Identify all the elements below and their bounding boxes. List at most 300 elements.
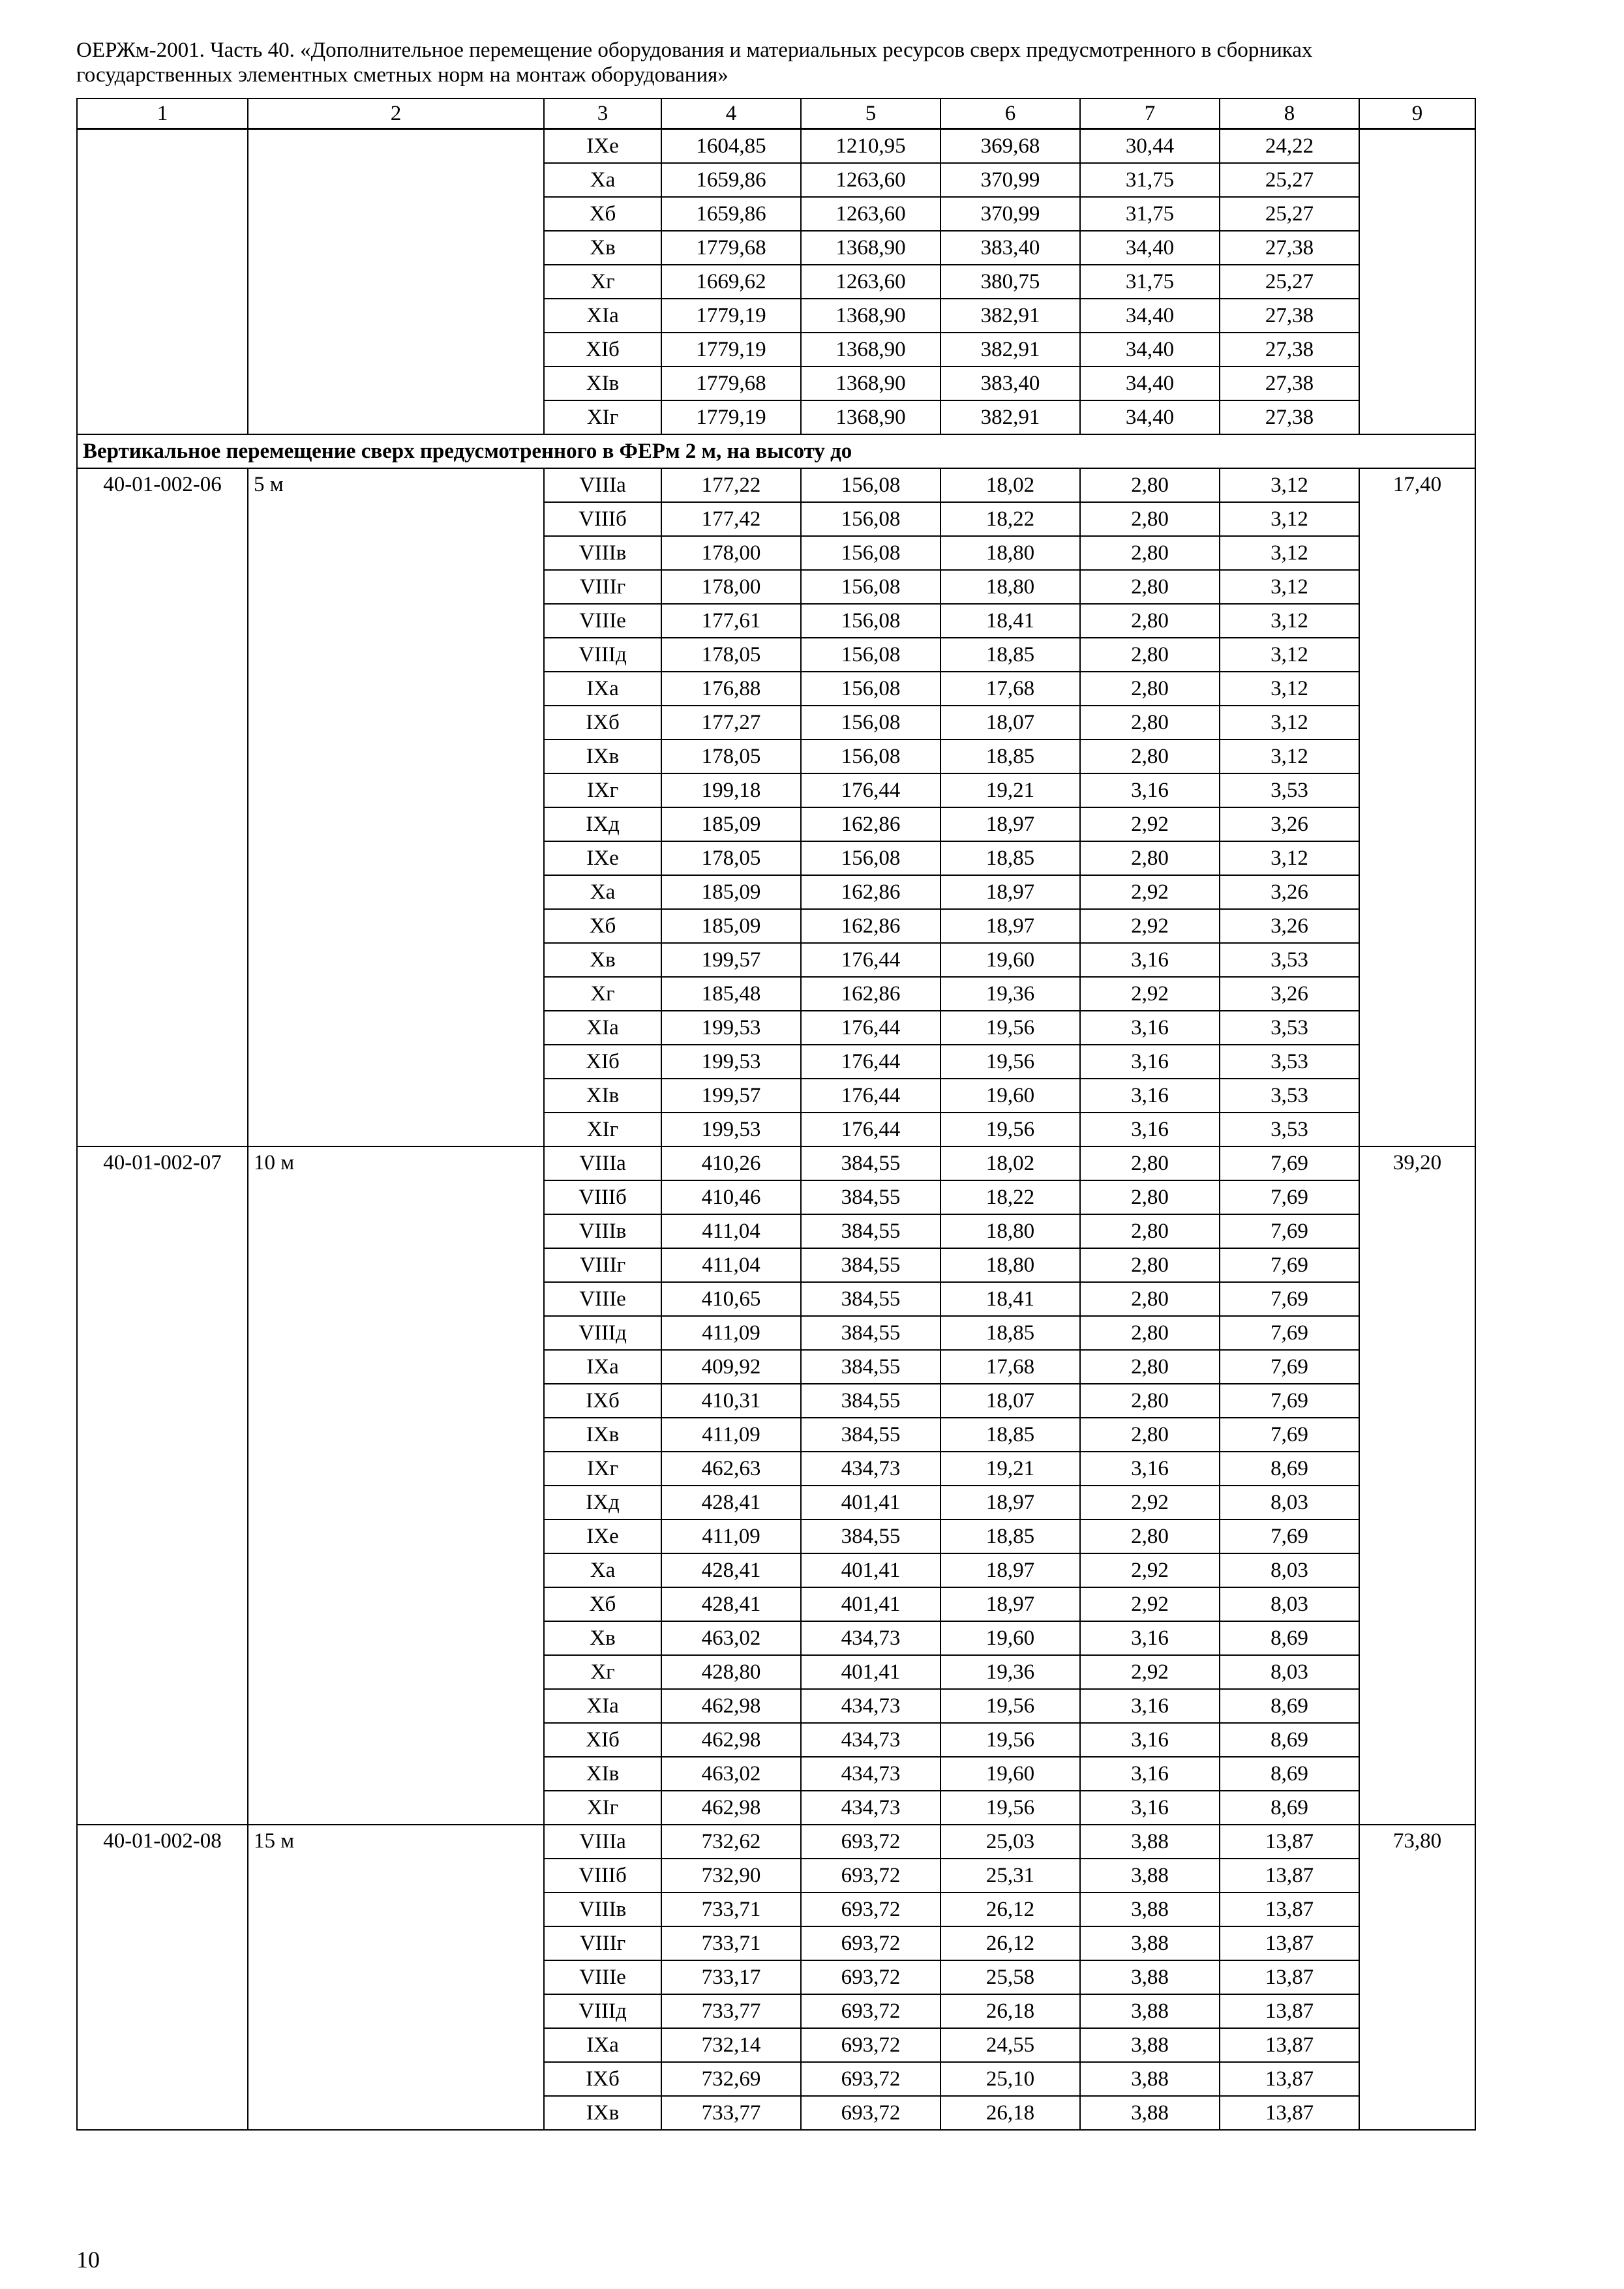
- value-cell: 3,12: [1220, 706, 1359, 740]
- norm-name-cell: 10 м: [248, 1146, 544, 1825]
- column-header: 1: [77, 98, 248, 129]
- category-cell: VIIIе: [544, 1960, 661, 1994]
- value-cell: 18,41: [940, 604, 1080, 638]
- value-cell: 428,41: [661, 1553, 801, 1587]
- category-cell: VIIIе: [544, 604, 661, 638]
- page-number: 10: [76, 2247, 100, 2273]
- value-cell: 3,16: [1080, 1621, 1220, 1655]
- value-cell: 384,55: [801, 1180, 940, 1214]
- category-cell: Xг: [544, 265, 661, 299]
- value-cell: 18,80: [940, 536, 1080, 570]
- value-cell: 156,08: [801, 841, 940, 875]
- value-cell: 380,75: [940, 265, 1080, 299]
- value-cell: 693,72: [801, 1926, 940, 1960]
- value-cell: 410,31: [661, 1384, 801, 1418]
- value-cell: 384,55: [801, 1418, 940, 1452]
- column-header: 4: [661, 98, 801, 129]
- value-cell: 13,87: [1220, 1893, 1359, 1926]
- norm-name-cell: 5 м: [248, 468, 544, 1146]
- value-cell: 156,08: [801, 468, 940, 502]
- value-cell: 18,85: [940, 1316, 1080, 1350]
- category-cell: XIб: [544, 1045, 661, 1079]
- col9-cell: 39,20: [1359, 1146, 1475, 1825]
- value-cell: 733,17: [661, 1960, 801, 1994]
- section-title: Вертикальное перемещение сверх предусмотренного в ФЕРм 2 м, на высоту до: [77, 434, 1475, 468]
- value-cell: 18,85: [940, 1519, 1080, 1553]
- value-cell: 8,69: [1220, 1689, 1359, 1723]
- value-cell: 2,80: [1080, 1282, 1220, 1316]
- value-cell: 401,41: [801, 1553, 940, 1587]
- table-row: [77, 468, 1475, 502]
- value-cell: 463,02: [661, 1757, 801, 1791]
- value-cell: 434,73: [801, 1452, 940, 1486]
- value-cell: 7,69: [1220, 1146, 1359, 1180]
- value-cell: 384,55: [801, 1214, 940, 1248]
- value-cell: 19,36: [940, 977, 1080, 1011]
- value-cell: 7,69: [1220, 1519, 1359, 1553]
- category-cell: XIа: [544, 1689, 661, 1723]
- value-cell: 178,05: [661, 841, 801, 875]
- value-cell: 1659,86: [661, 163, 801, 197]
- value-cell: 18,97: [940, 875, 1080, 909]
- value-cell: 19,60: [940, 1079, 1080, 1113]
- value-cell: 27,38: [1220, 367, 1359, 400]
- value-cell: 8,03: [1220, 1587, 1359, 1621]
- value-cell: 3,12: [1220, 604, 1359, 638]
- value-cell: 31,75: [1080, 163, 1220, 197]
- value-cell: 8,03: [1220, 1486, 1359, 1519]
- category-cell: IXе: [544, 1519, 661, 1553]
- value-cell: 384,55: [801, 1384, 940, 1418]
- category-cell: VIIIг: [544, 570, 661, 604]
- value-cell: 18,22: [940, 502, 1080, 536]
- value-cell: 3,12: [1220, 536, 1359, 570]
- value-cell: 7,69: [1220, 1214, 1359, 1248]
- value-cell: 1368,90: [801, 367, 940, 400]
- header-line-2: государственных элементных сметных норм на монтаж оборудования»: [76, 63, 729, 87]
- rates-table-container: [76, 98, 1476, 2131]
- document-header: [76, 38, 1485, 87]
- category-cell: IXб: [544, 706, 661, 740]
- value-cell: 8,69: [1220, 1791, 1359, 1825]
- column-header: 5: [801, 98, 940, 129]
- value-cell: 19,60: [940, 1757, 1080, 1791]
- value-cell: 3,53: [1220, 1011, 1359, 1045]
- value-cell: 1779,19: [661, 400, 801, 434]
- value-cell: 19,56: [940, 1011, 1080, 1045]
- value-cell: 2,80: [1080, 1418, 1220, 1452]
- category-cell: VIIIб: [544, 1859, 661, 1893]
- value-cell: 17,68: [940, 672, 1080, 706]
- value-cell: 176,44: [801, 1079, 940, 1113]
- value-cell: 1263,60: [801, 265, 940, 299]
- value-cell: 18,80: [940, 570, 1080, 604]
- category-cell: XIг: [544, 1791, 661, 1825]
- value-cell: 156,08: [801, 740, 940, 773]
- value-cell: 693,72: [801, 1859, 940, 1893]
- value-cell: 185,09: [661, 875, 801, 909]
- value-cell: 18,22: [940, 1180, 1080, 1214]
- value-cell: 19,56: [940, 1113, 1080, 1146]
- table-body: [77, 129, 1475, 2131]
- value-cell: 384,55: [801, 1519, 940, 1553]
- value-cell: 3,53: [1220, 943, 1359, 977]
- value-cell: 3,12: [1220, 502, 1359, 536]
- value-cell: 199,53: [661, 1113, 801, 1146]
- value-cell: 2,92: [1080, 977, 1220, 1011]
- value-cell: 3,53: [1220, 1045, 1359, 1079]
- value-cell: 410,26: [661, 1146, 801, 1180]
- category-cell: VIIIг: [544, 1248, 661, 1282]
- category-cell: Xг: [544, 977, 661, 1011]
- value-cell: 19,56: [940, 1045, 1080, 1079]
- value-cell: 2,80: [1080, 570, 1220, 604]
- value-cell: 27,38: [1220, 400, 1359, 434]
- value-cell: 27,38: [1220, 299, 1359, 333]
- value-cell: 18,85: [940, 740, 1080, 773]
- value-cell: 383,40: [940, 231, 1080, 265]
- value-cell: 18,85: [940, 1418, 1080, 1452]
- value-cell: 18,07: [940, 706, 1080, 740]
- value-cell: 19,56: [940, 1689, 1080, 1723]
- value-cell: 176,44: [801, 943, 940, 977]
- value-cell: 185,48: [661, 977, 801, 1011]
- value-cell: 177,42: [661, 502, 801, 536]
- value-cell: 463,02: [661, 1621, 801, 1655]
- value-cell: 384,55: [801, 1316, 940, 1350]
- value-cell: 3,88: [1080, 2096, 1220, 2130]
- category-cell: VIIIв: [544, 536, 661, 570]
- value-cell: 30,44: [1080, 129, 1220, 164]
- value-cell: 3,16: [1080, 943, 1220, 977]
- value-cell: 3,16: [1080, 1452, 1220, 1486]
- value-cell: 178,00: [661, 536, 801, 570]
- value-cell: 428,41: [661, 1587, 801, 1621]
- value-cell: 3,16: [1080, 1045, 1220, 1079]
- column-header: 3: [544, 98, 661, 129]
- category-cell: Xв: [544, 231, 661, 265]
- value-cell: 411,09: [661, 1519, 801, 1553]
- value-cell: 7,69: [1220, 1316, 1359, 1350]
- value-cell: 1779,19: [661, 333, 801, 367]
- category-cell: XIг: [544, 1113, 661, 1146]
- value-cell: 434,73: [801, 1621, 940, 1655]
- value-cell: 411,04: [661, 1214, 801, 1248]
- value-cell: 693,72: [801, 1893, 940, 1926]
- value-cell: 162,86: [801, 977, 940, 1011]
- category-cell: IXв: [544, 1418, 661, 1452]
- value-cell: 8,69: [1220, 1621, 1359, 1655]
- value-cell: 2,92: [1080, 1486, 1220, 1519]
- value-cell: 178,05: [661, 638, 801, 672]
- value-cell: 733,77: [661, 2096, 801, 2130]
- value-cell: 19,56: [940, 1791, 1080, 1825]
- value-cell: 25,03: [940, 1825, 1080, 1859]
- value-cell: 25,31: [940, 1859, 1080, 1893]
- value-cell: 199,57: [661, 1079, 801, 1113]
- value-cell: 434,73: [801, 1689, 940, 1723]
- category-cell: XIа: [544, 299, 661, 333]
- value-cell: 462,63: [661, 1452, 801, 1486]
- value-cell: 3,12: [1220, 841, 1359, 875]
- value-cell: 26,12: [940, 1926, 1080, 1960]
- value-cell: 383,40: [940, 367, 1080, 400]
- category-cell: XIв: [544, 1079, 661, 1113]
- value-cell: 733,71: [661, 1893, 801, 1926]
- column-header: 9: [1359, 98, 1475, 129]
- value-cell: 462,98: [661, 1689, 801, 1723]
- value-cell: 18,97: [940, 807, 1080, 841]
- category-cell: IXа: [544, 672, 661, 706]
- value-cell: 18,85: [940, 841, 1080, 875]
- column-header: 6: [940, 98, 1080, 129]
- value-cell: 7,69: [1220, 1282, 1359, 1316]
- value-cell: 34,40: [1080, 231, 1220, 265]
- value-cell: 3,26: [1220, 909, 1359, 943]
- value-cell: 176,88: [661, 672, 801, 706]
- value-cell: 178,05: [661, 740, 801, 773]
- value-cell: 7,69: [1220, 1248, 1359, 1282]
- category-cell: VIIIд: [544, 638, 661, 672]
- value-cell: 185,09: [661, 807, 801, 841]
- value-cell: 2,80: [1080, 740, 1220, 773]
- value-cell: 2,80: [1080, 1248, 1220, 1282]
- category-cell: VIIIд: [544, 1316, 661, 1350]
- category-cell: IXе: [544, 841, 661, 875]
- value-cell: 3,16: [1080, 1011, 1220, 1045]
- value-cell: 18,07: [940, 1384, 1080, 1418]
- table-header: [77, 98, 1475, 129]
- value-cell: 732,69: [661, 2062, 801, 2096]
- value-cell: 2,80: [1080, 604, 1220, 638]
- value-cell: 8,03: [1220, 1655, 1359, 1689]
- value-cell: 3,12: [1220, 570, 1359, 604]
- category-cell: VIIIд: [544, 1994, 661, 2028]
- value-cell: 13,87: [1220, 1825, 1359, 1859]
- value-cell: 13,87: [1220, 1960, 1359, 1994]
- value-cell: 18,97: [940, 909, 1080, 943]
- value-cell: 384,55: [801, 1146, 940, 1180]
- rates-table: [76, 98, 1476, 2131]
- column-header: 7: [1080, 98, 1220, 129]
- value-cell: 3,88: [1080, 1994, 1220, 2028]
- value-cell: 199,57: [661, 943, 801, 977]
- value-cell: 401,41: [801, 1587, 940, 1621]
- value-cell: 176,44: [801, 1011, 940, 1045]
- value-cell: 1368,90: [801, 231, 940, 265]
- value-cell: 25,10: [940, 2062, 1080, 2096]
- value-cell: 3,88: [1080, 1893, 1220, 1926]
- value-cell: 3,53: [1220, 1113, 1359, 1146]
- value-cell: 1779,68: [661, 367, 801, 400]
- category-cell: Xв: [544, 1621, 661, 1655]
- value-cell: 7,69: [1220, 1350, 1359, 1384]
- value-cell: 26,18: [940, 2096, 1080, 2130]
- value-cell: 2,80: [1080, 536, 1220, 570]
- value-cell: 19,21: [940, 1452, 1080, 1486]
- value-cell: 176,44: [801, 1045, 940, 1079]
- category-cell: VIIIа: [544, 1825, 661, 1859]
- value-cell: 7,69: [1220, 1384, 1359, 1418]
- value-cell: 3,16: [1080, 1079, 1220, 1113]
- value-cell: 733,77: [661, 1994, 801, 2028]
- header-line-1: ОЕРЖм-2001. Часть 40. «Дополнительное перемещение оборудования и материальных ресурсов сверх предусмотренного в сборниках: [76, 38, 1313, 62]
- value-cell: 27,38: [1220, 231, 1359, 265]
- value-cell: 162,86: [801, 807, 940, 841]
- value-cell: 3,16: [1080, 1791, 1220, 1825]
- category-cell: XIа: [544, 1011, 661, 1045]
- section-header-row: [77, 434, 1475, 468]
- value-cell: 3,88: [1080, 1825, 1220, 1859]
- table-row: [77, 1825, 1475, 1859]
- value-cell: 31,75: [1080, 265, 1220, 299]
- value-cell: 162,86: [801, 909, 940, 943]
- value-cell: 19,21: [940, 773, 1080, 807]
- value-cell: 3,16: [1080, 1689, 1220, 1723]
- value-cell: 410,46: [661, 1180, 801, 1214]
- category-cell: IXб: [544, 2062, 661, 2096]
- value-cell: 18,80: [940, 1248, 1080, 1282]
- value-cell: 25,58: [940, 1960, 1080, 1994]
- value-cell: 2,80: [1080, 468, 1220, 502]
- value-cell: 733,71: [661, 1926, 801, 1960]
- value-cell: 434,73: [801, 1791, 940, 1825]
- category-cell: IXг: [544, 1452, 661, 1486]
- value-cell: 156,08: [801, 638, 940, 672]
- value-cell: 382,91: [940, 299, 1080, 333]
- value-cell: 24,22: [1220, 129, 1359, 164]
- value-cell: 3,26: [1220, 807, 1359, 841]
- value-cell: 369,68: [940, 129, 1080, 164]
- value-cell: 8,69: [1220, 1452, 1359, 1486]
- norm-name-cell: 15 м: [248, 1825, 544, 2130]
- value-cell: 693,72: [801, 2096, 940, 2130]
- table-row: [77, 129, 1475, 164]
- norm-code-cell: 40-01-002-06: [77, 468, 248, 1146]
- value-cell: 3,26: [1220, 875, 1359, 909]
- value-cell: 2,80: [1080, 1316, 1220, 1350]
- value-cell: 428,80: [661, 1655, 801, 1689]
- value-cell: 177,22: [661, 468, 801, 502]
- value-cell: 18,02: [940, 1146, 1080, 1180]
- category-cell: XIб: [544, 333, 661, 367]
- category-cell: IXб: [544, 1384, 661, 1418]
- value-cell: 34,40: [1080, 333, 1220, 367]
- value-cell: 1263,60: [801, 163, 940, 197]
- value-cell: 199,53: [661, 1045, 801, 1079]
- value-cell: 13,87: [1220, 1859, 1359, 1893]
- value-cell: 2,80: [1080, 1214, 1220, 1248]
- value-cell: 156,08: [801, 502, 940, 536]
- value-cell: 410,65: [661, 1282, 801, 1316]
- column-header: 2: [248, 98, 544, 129]
- column-header: 8: [1220, 98, 1359, 129]
- value-cell: 401,41: [801, 1655, 940, 1689]
- value-cell: 384,55: [801, 1248, 940, 1282]
- table-row: [77, 1146, 1475, 1180]
- value-cell: 2,80: [1080, 706, 1220, 740]
- value-cell: 25,27: [1220, 265, 1359, 299]
- value-cell: 2,92: [1080, 1655, 1220, 1689]
- category-cell: Xа: [544, 1553, 661, 1587]
- value-cell: 176,44: [801, 773, 940, 807]
- value-cell: 382,91: [940, 333, 1080, 367]
- value-cell: 1779,68: [661, 231, 801, 265]
- value-cell: 19,60: [940, 1621, 1080, 1655]
- value-cell: 13,87: [1220, 2096, 1359, 2130]
- value-cell: 3,12: [1220, 672, 1359, 706]
- value-cell: 1263,60: [801, 197, 940, 231]
- category-cell: Xв: [544, 943, 661, 977]
- category-cell: Xа: [544, 875, 661, 909]
- value-cell: 2,92: [1080, 909, 1220, 943]
- value-cell: 156,08: [801, 706, 940, 740]
- value-cell: 409,92: [661, 1350, 801, 1384]
- value-cell: 13,87: [1220, 2062, 1359, 2096]
- value-cell: 13,87: [1220, 1926, 1359, 1960]
- value-cell: 428,41: [661, 1486, 801, 1519]
- value-cell: 693,72: [801, 1994, 940, 2028]
- value-cell: 8,03: [1220, 1553, 1359, 1587]
- value-cell: 1669,62: [661, 265, 801, 299]
- value-cell: 2,80: [1080, 1384, 1220, 1418]
- value-cell: 732,90: [661, 1859, 801, 1893]
- value-cell: 732,62: [661, 1825, 801, 1859]
- category-cell: Xа: [544, 163, 661, 197]
- value-cell: 411,09: [661, 1316, 801, 1350]
- value-cell: 3,16: [1080, 1723, 1220, 1757]
- value-cell: 8,69: [1220, 1723, 1359, 1757]
- value-cell: 176,44: [801, 1113, 940, 1146]
- value-cell: 17,68: [940, 1350, 1080, 1384]
- value-cell: 3,53: [1220, 1079, 1359, 1113]
- value-cell: 2,92: [1080, 1587, 1220, 1621]
- category-cell: Xг: [544, 1655, 661, 1689]
- value-cell: 1368,90: [801, 333, 940, 367]
- category-cell: VIIIв: [544, 1214, 661, 1248]
- value-cell: 31,75: [1080, 197, 1220, 231]
- category-cell: IXв: [544, 2096, 661, 2130]
- value-cell: 18,80: [940, 1214, 1080, 1248]
- value-cell: 370,99: [940, 197, 1080, 231]
- value-cell: 156,08: [801, 536, 940, 570]
- value-cell: 382,91: [940, 400, 1080, 434]
- value-cell: 18,02: [940, 468, 1080, 502]
- norm-code-cell: 40-01-002-07: [77, 1146, 248, 1825]
- category-cell: XIг: [544, 400, 661, 434]
- value-cell: 3,16: [1080, 1757, 1220, 1791]
- value-cell: 177,27: [661, 706, 801, 740]
- value-cell: 2,80: [1080, 1180, 1220, 1214]
- value-cell: 19,36: [940, 1655, 1080, 1689]
- value-cell: 2,80: [1080, 1519, 1220, 1553]
- value-cell: 434,73: [801, 1757, 940, 1791]
- category-cell: IXв: [544, 740, 661, 773]
- value-cell: 19,60: [940, 943, 1080, 977]
- value-cell: 3,16: [1080, 1113, 1220, 1146]
- value-cell: 411,09: [661, 1418, 801, 1452]
- norm-code-cell: 40-01-002-08: [77, 1825, 248, 2130]
- col9-cell: 17,40: [1359, 468, 1475, 1146]
- value-cell: 401,41: [801, 1486, 940, 1519]
- category-cell: VIIIа: [544, 468, 661, 502]
- category-cell: VIIIб: [544, 1180, 661, 1214]
- value-cell: 370,99: [940, 163, 1080, 197]
- category-cell: XIб: [544, 1723, 661, 1757]
- value-cell: 156,08: [801, 570, 940, 604]
- value-cell: 199,18: [661, 773, 801, 807]
- value-cell: 3,88: [1080, 2028, 1220, 2062]
